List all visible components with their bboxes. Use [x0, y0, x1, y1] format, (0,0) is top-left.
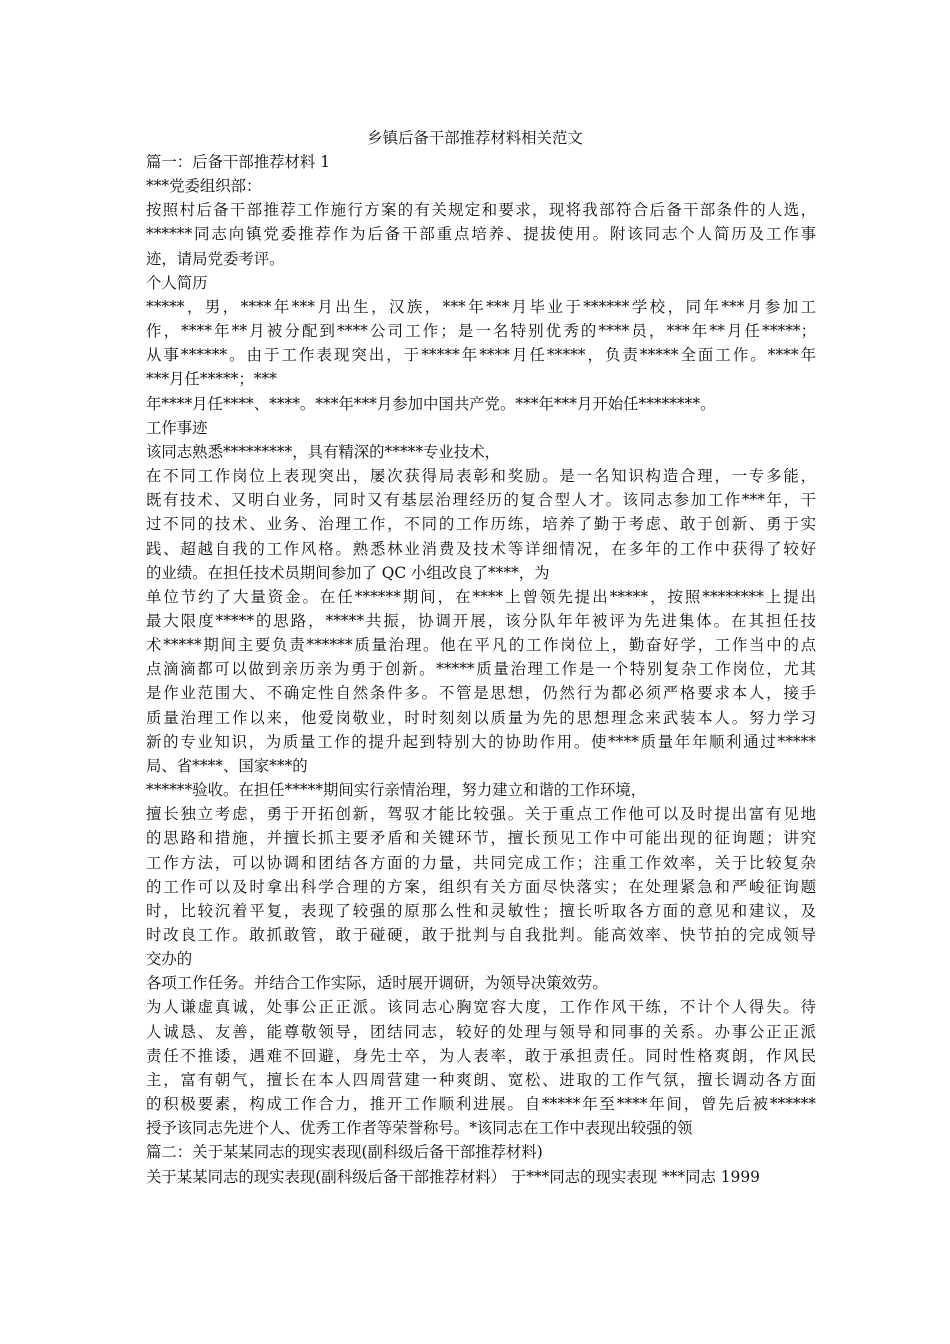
- document-body: [146, 150, 816, 1189]
- text-line: 点滴滴都可以做到亲历亲为勇于创新。*****质量治理工作是一个特别复杂工作岗位，尤其: [146, 660, 816, 679]
- text-line: *****，男，****年***月出生，汉族，***年***月毕业于******学校，同年***月参加工: [146, 297, 816, 316]
- text-line: 篇一：后备干部推荐材料 1: [146, 153, 330, 171]
- text-line: 为人谦虚真诚，处事公正正派。该同志心胸宽容大度，工作作风干练，不计个人得失。待: [146, 998, 816, 1017]
- text-line: 最大限度*****的思路，*****共振，协调开展，该分队年年被评为先进集体。在其担任技: [146, 611, 816, 630]
- text-line: 工作方法，可以协调和团结各方面的力量，共同完成工作；注重工作效率，关于比较复杂: [146, 853, 816, 872]
- text-line: ******验收。在担任*****期间实行亲情治理，努力建立和谐的工作环境，: [146, 781, 647, 800]
- text-line: 单位节约了大量资金。在任******期间，在****上曾领先提出*****，按照********上提出: [146, 587, 816, 606]
- text-line: 各项工作任务。并结合工作实际，适时展开调研，为领导决策效劳。: [146, 974, 608, 993]
- text-line: 从事******。由于工作表现突出，于*****年****月任*****，负责*****全面工作。****年: [146, 346, 816, 365]
- text-line: 工作事迹: [146, 418, 208, 437]
- text-line: ***月任*****；***: [146, 370, 277, 389]
- document-title: 乡镇后备干部推荐材料相关范文: [367, 129, 583, 147]
- text-line: 既有技术、又明白业务，同时又有基层治理经历的复合型人才。该同志参加工作***年，干: [146, 491, 816, 510]
- text-line: 授予该同志先进个人、优秀工作者等荣誉称号。*该同志在工作中表现出较强的领: [146, 1119, 693, 1138]
- text-line: 的积极要素，构成工作合力，推开工作顺利进展。自*****年至****年间，曾先后被******: [146, 1095, 816, 1114]
- text-line: 年****月任****、****。***年***月参加中国共产党。***年***月开始任********。: [146, 394, 716, 413]
- text-line: 个人简历: [146, 273, 208, 292]
- text-line: ***党委组织部：: [146, 177, 262, 196]
- text-line: 的工作可以及时拿出科学合理的方案，组织有关方面尽快落实；在处理紧急和严峻征询题: [146, 877, 816, 896]
- text-line: 该同志熟悉*********，具有精深的*****专业技术，: [146, 442, 500, 461]
- text-line: 作，****年**月被分配到****公司工作；是一名特别优秀的****员，***年**月任*****；: [146, 322, 816, 341]
- text-line: 责任不推诿，遇难不回避，身先士卒，为人表率，敢于承担责任。同时性格爽朗，作风民: [146, 1046, 816, 1065]
- text-line: 按照村后备干部推荐工作施行方案的有关规定和要求，现将我部符合后备干部条件的人选，: [146, 201, 816, 220]
- text-line: 在不同工作岗位上表现突出，屡次获得局表彰和奖励。是一名知识构造合理，一专多能，: [146, 467, 816, 486]
- text-line: 时改良工作。敢抓敢管，敢于碰硬，敢于批判与自我批判。能高效率、快节拍的完成领导: [146, 926, 816, 944]
- text-line: 新的专业知识，为质量工作的提升起到特别大的协助作用。使****质量年年顺利通过*****: [146, 732, 816, 751]
- text-line: ******同志向镇党委推荐作为后备干部重点培养、提拔使用。附该同志个人简历及工作事: [146, 225, 816, 244]
- text-line: 的思路和措施，并擅长抓主要矛盾和关键环节，擅长预见工作中可能出现的征询题；讲究: [146, 829, 816, 848]
- text-line: 局、省****、国家***的: [146, 756, 308, 775]
- text-line: 时，比较沉着平复，表现了较强的原那么性和灵敏性；擅长听取各方面的意见和建议，及: [146, 901, 816, 920]
- text-block: [146, 150, 816, 1189]
- text-line: 迹，请局党委考评。: [146, 249, 285, 268]
- text-line: 的业绩。在担任技术员期间参加了 QC 小组改良了****，为: [146, 563, 550, 582]
- text-line: 质量治理工作以来，他爱岗敬业，时时刻刻以质量为先的思想理念来武装本人。努力学习: [146, 708, 816, 727]
- text-line: 关于某某同志的现实表现(副科级后备干部推荐材料） 于***同志的现实表现 ***同志 1999: [146, 1167, 760, 1186]
- text-line: 践、超越自我的工作风格。熟悉林业消费及技术等详细情况，在多年的工作中获得了较好: [146, 539, 816, 558]
- text-line: 主，富有朝气，擅长在本人四周营建一种爽朗、宽松、进取的工作气氛，擅长调动各方面: [146, 1070, 816, 1089]
- text-line: 是作业范围大、不确定性自然条件多。不管是思想，仍然行为都必须严格要求本人，接手: [146, 684, 816, 703]
- section-heading: 篇二：关于某某同志的现实表现(副科级后备干部推荐材料): [146, 1143, 543, 1162]
- text-line: 术*****期间主要负责******质量治理。他在平凡的工作岗位上，勤奋好学，工作当中的点: [146, 636, 816, 655]
- text-line: 擅长独立考虑，勇于开拓创新，驾驭才能比较强。关于重点工作他可以及时提出富有见地: [146, 805, 816, 824]
- text-line: 人诚恳、友善，能尊敬领导，团结同志，较好的处理与领导和同事的关系。办事公正正派: [146, 1022, 816, 1041]
- text-line: 过不同的技术、业务、治理工作，不同的工作历练，培养了勤于考虑、敢于创新、勇于实: [146, 515, 816, 534]
- text-line: 交办的: [146, 950, 193, 969]
